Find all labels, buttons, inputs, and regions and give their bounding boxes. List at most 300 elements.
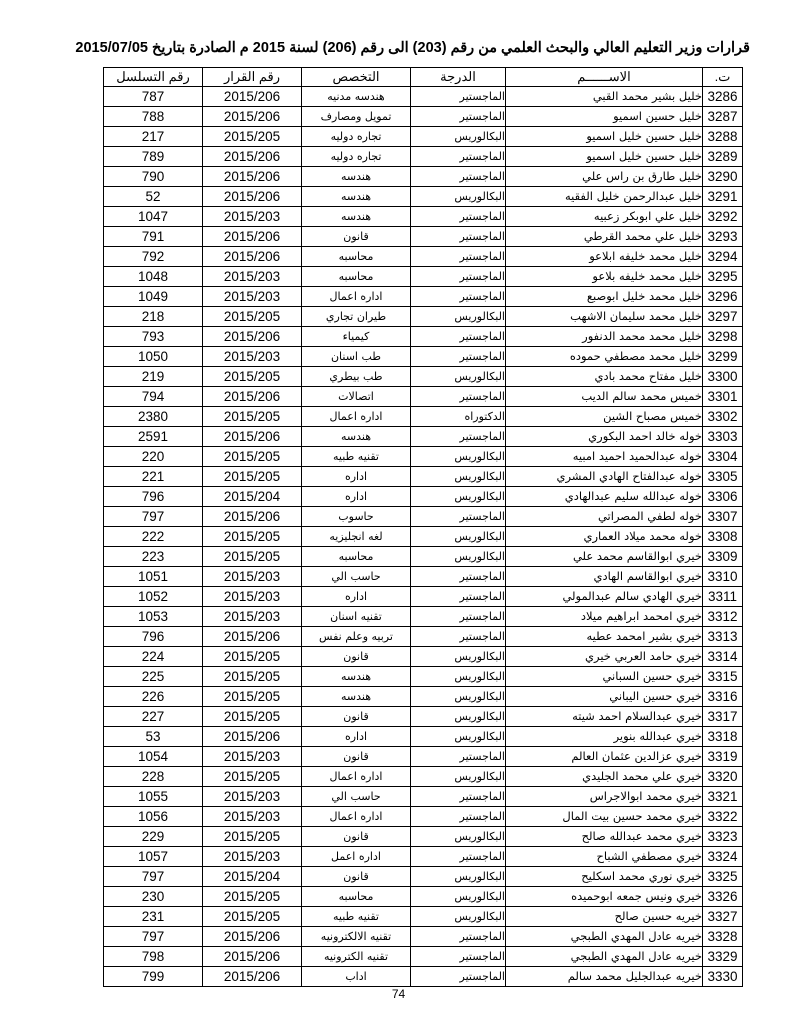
cell-degree: البكالوريس: [411, 727, 506, 747]
cell-specialization: تقنيه الالكترونيه: [302, 927, 411, 947]
cell-decision-number: 2015/205: [203, 127, 302, 147]
cell-serial-number: 1055: [104, 787, 203, 807]
cell-specialization: حاسب الي: [302, 567, 411, 587]
cell-name: خيري مصطفي الشباح: [506, 847, 703, 867]
cell-name: خيريه حسين صالح: [506, 907, 703, 927]
cell-degree: البكالوريس: [411, 367, 506, 387]
table-row: [104, 407, 743, 427]
cell-decision-number: 2015/203: [203, 787, 302, 807]
cell-degree: الدكتوراه: [411, 407, 506, 427]
cell-decision-number: 2015/203: [203, 607, 302, 627]
cell-specialization: قانون: [302, 647, 411, 667]
cell-no: 3289: [703, 147, 743, 167]
cell-decision-number: 2015/206: [203, 227, 302, 247]
cell-name: خوله عبدالحميد احميد امبيه: [506, 447, 703, 467]
cell-serial-number: 1051: [104, 567, 203, 587]
cell-name: خليل حسين خليل اسميو: [506, 147, 703, 167]
table-row: [104, 387, 743, 407]
page-title: قرارات وزير التعليم العالي والبحث العلمي من رقم (203) الى رقم (206) لسنة 2015 م الصادرة بتاريخ 2015/07/05: [75, 40, 750, 56]
cell-no: 3312: [703, 607, 743, 627]
cell-degree: الماجستير: [411, 347, 506, 367]
cell-decision-number: 2015/203: [203, 567, 302, 587]
cell-degree: الماجستير: [411, 167, 506, 187]
table-row: [104, 307, 743, 327]
cell-no: 3329: [703, 947, 743, 967]
cell-degree: الماجستير: [411, 807, 506, 827]
cell-name: خوله عبدالله سليم عبدالهادي: [506, 487, 703, 507]
cell-serial-number: 1053: [104, 607, 203, 627]
cell-degree: البكالوريس: [411, 527, 506, 547]
cell-degree: البكالوريس: [411, 667, 506, 687]
cell-degree: البكالوريس: [411, 547, 506, 567]
header-decision-number: رقم القرار: [203, 68, 302, 87]
cell-specialization: تقنيه طبيه: [302, 447, 411, 467]
cell-specialization: محاسبه: [302, 887, 411, 907]
table-row: [104, 827, 743, 847]
cell-serial-number: 230: [104, 887, 203, 907]
cell-name: خليل حسين خليل اسميو: [506, 127, 703, 147]
cell-degree: الماجستير: [411, 87, 506, 107]
cell-no: 3313: [703, 627, 743, 647]
cell-no: 3326: [703, 887, 743, 907]
cell-decision-number: 2015/206: [203, 107, 302, 127]
cell-serial-number: 217: [104, 127, 203, 147]
cell-name: خيري امحمد ابراهيم ميلاد: [506, 607, 703, 627]
cell-no: 3290: [703, 167, 743, 187]
cell-serial-number: 225: [104, 667, 203, 687]
header-name: الاســــــم: [506, 68, 703, 87]
cell-no: 3309: [703, 547, 743, 567]
cell-decision-number: 2015/203: [203, 207, 302, 227]
header-no: ت.: [703, 68, 743, 87]
cell-decision-number: 2015/205: [203, 827, 302, 847]
cell-degree: البكالوريس: [411, 827, 506, 847]
cell-degree: الماجستير: [411, 287, 506, 307]
cell-no: 3319: [703, 747, 743, 767]
table-body: [104, 87, 743, 987]
cell-name: خيري الهادي سالم عبدالمولي: [506, 587, 703, 607]
cell-serial-number: 1048: [104, 267, 203, 287]
cell-decision-number: 2015/206: [203, 627, 302, 647]
cell-name: خليل مفتاح محمد بادي: [506, 367, 703, 387]
cell-no: 3296: [703, 287, 743, 307]
cell-name: خيري عبدالسلام احمد شيته: [506, 707, 703, 727]
cell-decision-number: 2015/206: [203, 967, 302, 987]
cell-serial-number: 788: [104, 107, 203, 127]
table-row: [104, 107, 743, 127]
cell-no: 3323: [703, 827, 743, 847]
cell-degree: الماجستير: [411, 967, 506, 987]
cell-specialization: طب بيطري: [302, 367, 411, 387]
cell-specialization: هندسه مدنيه: [302, 87, 411, 107]
table-row: [104, 487, 743, 507]
table-row: [104, 947, 743, 967]
cell-serial-number: 220: [104, 447, 203, 467]
cell-decision-number: 2015/206: [203, 147, 302, 167]
cell-decision-number: 2015/205: [203, 367, 302, 387]
table-row: [104, 87, 743, 107]
cell-name: خيريه عبدالجليل محمد سالم: [506, 967, 703, 987]
cell-no: 3302: [703, 407, 743, 427]
table-row: [104, 927, 743, 947]
cell-decision-number: 2015/203: [203, 747, 302, 767]
cell-decision-number: 2015/203: [203, 807, 302, 827]
cell-decision-number: 2015/206: [203, 327, 302, 347]
cell-serial-number: 790: [104, 167, 203, 187]
cell-specialization: تجاره دوليه: [302, 127, 411, 147]
cell-specialization: تربيه وعلم نفس: [302, 627, 411, 647]
cell-specialization: هندسه: [302, 187, 411, 207]
table-row: [104, 847, 743, 867]
cell-specialization: قانون: [302, 747, 411, 767]
cell-serial-number: 799: [104, 967, 203, 987]
cell-decision-number: 2015/203: [203, 267, 302, 287]
cell-name: خليل محمد مصطفي حموده: [506, 347, 703, 367]
cell-decision-number: 2015/206: [203, 87, 302, 107]
cell-name: خليل عبدالرحمن خليل الفقيه: [506, 187, 703, 207]
cell-degree: البكالوريس: [411, 767, 506, 787]
cell-name: خيري ابوالقاسم محمد علي: [506, 547, 703, 567]
cell-degree: الماجستير: [411, 787, 506, 807]
cell-specialization: طب اسنان: [302, 347, 411, 367]
cell-degree: البكالوريس: [411, 487, 506, 507]
table-row: [104, 287, 743, 307]
cell-serial-number: 222: [104, 527, 203, 547]
cell-decision-number: 2015/205: [203, 307, 302, 327]
cell-serial-number: 796: [104, 627, 203, 647]
cell-specialization: كيمياء: [302, 327, 411, 347]
cell-serial-number: 2591: [104, 427, 203, 447]
table-row: [104, 507, 743, 527]
cell-degree: الماجستير: [411, 387, 506, 407]
cell-decision-number: 2015/206: [203, 947, 302, 967]
table-row: [104, 167, 743, 187]
table-row: [104, 787, 743, 807]
cell-name: خميس محمد سالم الديب: [506, 387, 703, 407]
cell-specialization: اداره: [302, 587, 411, 607]
cell-specialization: طيران تجاري: [302, 307, 411, 327]
cell-decision-number: 2015/203: [203, 587, 302, 607]
cell-degree: البكالوريس: [411, 127, 506, 147]
cell-serial-number: 53: [104, 727, 203, 747]
cell-decision-number: 2015/205: [203, 887, 302, 907]
cell-specialization: تجاره دوليه: [302, 147, 411, 167]
cell-specialization: محاسبه: [302, 547, 411, 567]
cell-no: 3291: [703, 187, 743, 207]
cell-degree: الماجستير: [411, 747, 506, 767]
cell-specialization: هندسه: [302, 167, 411, 187]
cell-specialization: اداره: [302, 727, 411, 747]
cell-name: خيري محمد عبدالله صالح: [506, 827, 703, 847]
cell-no: 3286: [703, 87, 743, 107]
cell-serial-number: 798: [104, 947, 203, 967]
cell-decision-number: 2015/205: [203, 467, 302, 487]
cell-name: خيري محمد حسين بيت المال: [506, 807, 703, 827]
table-row: [104, 447, 743, 467]
cell-name: خيري عبدالله بنوير: [506, 727, 703, 747]
cell-specialization: اداب: [302, 967, 411, 987]
cell-decision-number: 2015/205: [203, 667, 302, 687]
cell-degree: الماجستير: [411, 107, 506, 127]
cell-degree: البكالوريس: [411, 887, 506, 907]
cell-serial-number: 1056: [104, 807, 203, 827]
table-row: [104, 267, 743, 287]
cell-specialization: قانون: [302, 867, 411, 887]
cell-no: 3295: [703, 267, 743, 287]
cell-name: خميس مصباح الشين: [506, 407, 703, 427]
cell-degree: الماجستير: [411, 627, 506, 647]
cell-serial-number: 219: [104, 367, 203, 387]
cell-serial-number: 223: [104, 547, 203, 567]
cell-degree: الماجستير: [411, 207, 506, 227]
cell-decision-number: 2015/206: [203, 727, 302, 747]
cell-degree: البكالوريس: [411, 647, 506, 667]
cell-decision-number: 2015/206: [203, 167, 302, 187]
cell-serial-number: 1049: [104, 287, 203, 307]
cell-name: خليل محمد سليمان الاشهب: [506, 307, 703, 327]
table-row: [104, 647, 743, 667]
cell-no: 3321: [703, 787, 743, 807]
cell-decision-number: 2015/203: [203, 287, 302, 307]
cell-no: 3310: [703, 567, 743, 587]
cell-specialization: تقنيه الكترونيه: [302, 947, 411, 967]
cell-degree: الماجستير: [411, 327, 506, 347]
cell-serial-number: 1057: [104, 847, 203, 867]
cell-no: 3315: [703, 667, 743, 687]
table-row: [104, 547, 743, 567]
cell-no: 3324: [703, 847, 743, 867]
cell-degree: الماجستير: [411, 847, 506, 867]
cell-decision-number: 2015/205: [203, 527, 302, 547]
cell-degree: الماجستير: [411, 927, 506, 947]
cell-name: خليل محمد خليفه بلاعو: [506, 267, 703, 287]
cell-no: 3297: [703, 307, 743, 327]
cell-no: 3327: [703, 907, 743, 927]
cell-degree: البكالوريس: [411, 467, 506, 487]
cell-no: 3322: [703, 807, 743, 827]
cell-serial-number: 794: [104, 387, 203, 407]
cell-no: 3301: [703, 387, 743, 407]
table-row: [104, 607, 743, 627]
cell-no: 3306: [703, 487, 743, 507]
cell-decision-number: 2015/205: [203, 707, 302, 727]
cell-decision-number: 2015/204: [203, 487, 302, 507]
cell-serial-number: 792: [104, 247, 203, 267]
cell-specialization: هندسه: [302, 207, 411, 227]
table-row: [104, 807, 743, 827]
cell-serial-number: 1047: [104, 207, 203, 227]
cell-decision-number: 2015/205: [203, 447, 302, 467]
cell-decision-number: 2015/206: [203, 927, 302, 947]
cell-degree: الماجستير: [411, 507, 506, 527]
cell-specialization: قانون: [302, 827, 411, 847]
cell-no: 3293: [703, 227, 743, 247]
cell-serial-number: 1052: [104, 587, 203, 607]
cell-decision-number: 2015/203: [203, 347, 302, 367]
cell-specialization: محاسبه: [302, 267, 411, 287]
cell-degree: الماجستير: [411, 267, 506, 287]
cell-specialization: حاسب الي: [302, 787, 411, 807]
table-row: [104, 887, 743, 907]
cell-name: خليل بشير محمد القبي: [506, 87, 703, 107]
header-degree: الدرجة: [411, 68, 506, 87]
page-number: 74: [391, 987, 406, 1001]
cell-name: خيري ابوالقاسم الهادي: [506, 567, 703, 587]
cell-name: خيري بشير امحمد عطيه: [506, 627, 703, 647]
cell-decision-number: 2015/205: [203, 547, 302, 567]
cell-name: خوله عبدالفتاح الهادي المشري: [506, 467, 703, 487]
table-row: [104, 727, 743, 747]
cell-specialization: تقنيه طبيه: [302, 907, 411, 927]
table-row: [104, 327, 743, 347]
table-row: [104, 567, 743, 587]
cell-decision-number: 2015/206: [203, 187, 302, 207]
table-row: [104, 587, 743, 607]
header-specialization: التخصص: [302, 68, 411, 87]
cell-degree: البكالوريس: [411, 447, 506, 467]
cell-no: 3328: [703, 927, 743, 947]
table-row: [104, 147, 743, 167]
cell-degree: الماجستير: [411, 247, 506, 267]
cell-serial-number: 797: [104, 507, 203, 527]
cell-specialization: اداره اعمال: [302, 407, 411, 427]
cell-name: خليل محمد محمد الدنفور: [506, 327, 703, 347]
table-row: [104, 527, 743, 547]
cell-degree: الماجستير: [411, 147, 506, 167]
cell-serial-number: 229: [104, 827, 203, 847]
cell-no: 3317: [703, 707, 743, 727]
cell-decision-number: 2015/204: [203, 867, 302, 887]
cell-no: 3307: [703, 507, 743, 527]
cell-serial-number: 52: [104, 187, 203, 207]
table-row: [104, 467, 743, 487]
cell-decision-number: 2015/205: [203, 767, 302, 787]
cell-serial-number: 1050: [104, 347, 203, 367]
cell-name: خيري حامد العربي خيري: [506, 647, 703, 667]
table-row: [104, 747, 743, 767]
cell-specialization: تمويل ومصارف: [302, 107, 411, 127]
cell-decision-number: 2015/206: [203, 247, 302, 267]
cell-name: خيريه عادل المهدي الطبجي: [506, 947, 703, 967]
cell-no: 3288: [703, 127, 743, 147]
cell-specialization: اداره اعمل: [302, 847, 411, 867]
cell-no: 3325: [703, 867, 743, 887]
cell-specialization: اداره اعمال: [302, 287, 411, 307]
cell-decision-number: 2015/205: [203, 687, 302, 707]
table-row: [104, 667, 743, 687]
table-row: [104, 347, 743, 367]
cell-serial-number: 797: [104, 867, 203, 887]
cell-decision-number: 2015/205: [203, 907, 302, 927]
cell-specialization: اداره اعمال: [302, 807, 411, 827]
cell-name: خيري ونيس جمعه ابوحميده: [506, 887, 703, 907]
cell-degree: البكالوريس: [411, 187, 506, 207]
cell-name: خيري محمد ابوالاجراس: [506, 787, 703, 807]
table-header-row: [104, 68, 743, 87]
cell-serial-number: 2380: [104, 407, 203, 427]
cell-degree: البكالوريس: [411, 707, 506, 727]
cell-serial-number: 787: [104, 87, 203, 107]
table-row: [104, 707, 743, 727]
cell-no: 3305: [703, 467, 743, 487]
cell-no: 3320: [703, 767, 743, 787]
cell-name: خيري حسين السباني: [506, 667, 703, 687]
decisions-table: [103, 67, 743, 987]
cell-decision-number: 2015/205: [203, 647, 302, 667]
cell-decision-number: 2015/206: [203, 387, 302, 407]
cell-name: خوله خالد احمد البكوري: [506, 427, 703, 447]
cell-no: 3294: [703, 247, 743, 267]
cell-name: خليل محمد خليفه ابلاعو: [506, 247, 703, 267]
cell-specialization: هندسه: [302, 667, 411, 687]
cell-degree: الماجستير: [411, 587, 506, 607]
cell-specialization: قانون: [302, 707, 411, 727]
cell-no: 3314: [703, 647, 743, 667]
cell-no: 3299: [703, 347, 743, 367]
cell-degree: الماجستير: [411, 607, 506, 627]
cell-specialization: هندسه: [302, 687, 411, 707]
table-row: [104, 227, 743, 247]
cell-decision-number: 2015/206: [203, 427, 302, 447]
cell-serial-number: 221: [104, 467, 203, 487]
table-row: [104, 767, 743, 787]
cell-name: خوله محمد ميلاد العماري: [506, 527, 703, 547]
cell-name: خليل طارق بن راس علي: [506, 167, 703, 187]
cell-degree: الماجستير: [411, 567, 506, 587]
cell-name: خيري نوري محمد اسكليح: [506, 867, 703, 887]
cell-name: خيريه عادل المهدي الطبجي: [506, 927, 703, 947]
cell-name: خليل علي محمد القرطي: [506, 227, 703, 247]
cell-serial-number: 793: [104, 327, 203, 347]
cell-no: 3316: [703, 687, 743, 707]
table-row: [104, 867, 743, 887]
cell-serial-number: 228: [104, 767, 203, 787]
cell-degree: الماجستير: [411, 947, 506, 967]
cell-serial-number: 796: [104, 487, 203, 507]
cell-no: 3330: [703, 967, 743, 987]
cell-name: خيري حسين اليباني: [506, 687, 703, 707]
cell-serial-number: 231: [104, 907, 203, 927]
cell-no: 3287: [703, 107, 743, 127]
cell-serial-number: 218: [104, 307, 203, 327]
cell-specialization: اتصالات: [302, 387, 411, 407]
cell-no: 3300: [703, 367, 743, 387]
cell-specialization: اداره: [302, 487, 411, 507]
cell-decision-number: 2015/206: [203, 507, 302, 527]
cell-no: 3311: [703, 587, 743, 607]
cell-serial-number: 227: [104, 707, 203, 727]
table-row: [104, 687, 743, 707]
header-serial-number: رقم التسلسل: [104, 68, 203, 87]
cell-name: خيري عزالدين عثمان العالم: [506, 747, 703, 767]
cell-degree: البكالوريس: [411, 907, 506, 927]
cell-serial-number: 224: [104, 647, 203, 667]
table-row: [104, 967, 743, 987]
cell-serial-number: 789: [104, 147, 203, 167]
cell-specialization: اداره: [302, 467, 411, 487]
cell-name: خليل حسين اسميو: [506, 107, 703, 127]
cell-serial-number: 1054: [104, 747, 203, 767]
cell-specialization: تقنيه اسنان: [302, 607, 411, 627]
cell-no: 3298: [703, 327, 743, 347]
cell-serial-number: 226: [104, 687, 203, 707]
table-row: [104, 627, 743, 647]
cell-degree: البكالوريس: [411, 867, 506, 887]
cell-specialization: لغه انجليزيه: [302, 527, 411, 547]
cell-specialization: هندسه: [302, 427, 411, 447]
cell-specialization: محاسبه: [302, 247, 411, 267]
cell-name: خليل محمد خليل ابوصبع: [506, 287, 703, 307]
